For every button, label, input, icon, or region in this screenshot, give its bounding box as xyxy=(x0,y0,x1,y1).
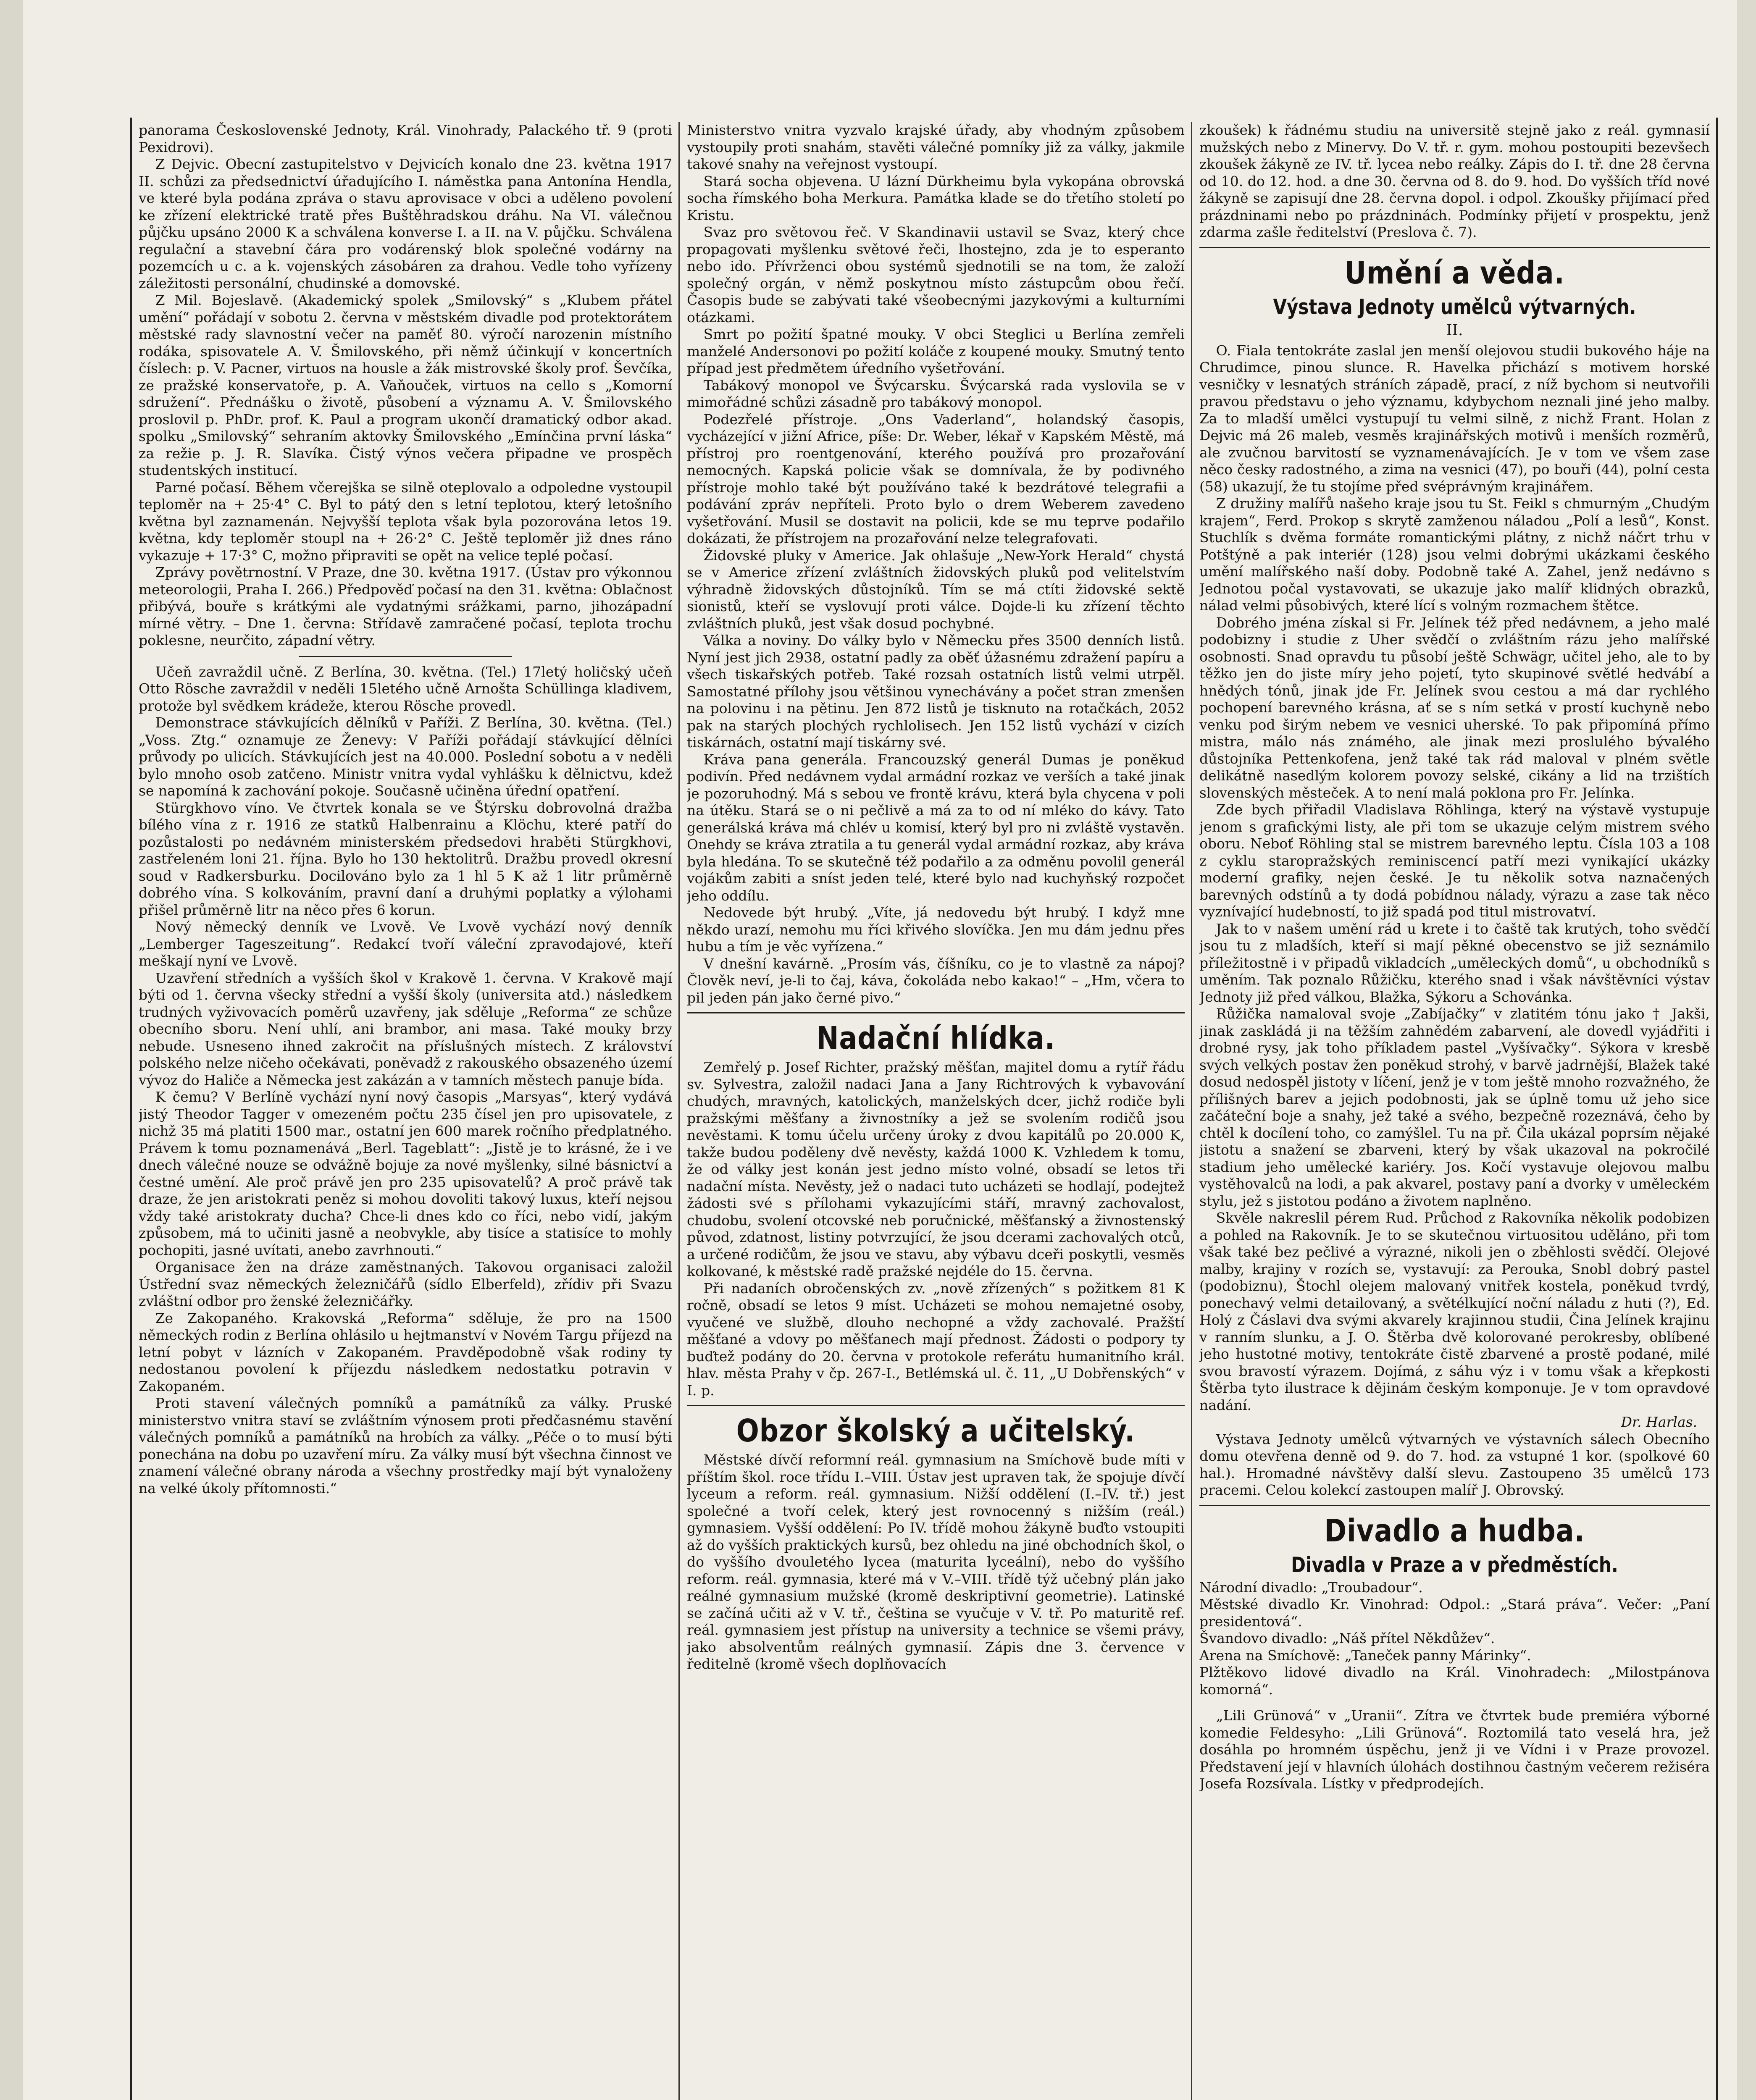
program-lidove-divadlo: Plžtěkovo lidové divadlo na Král. Vinohradech: „Milostpánova komorná“. xyxy=(1199,1664,1710,1698)
article-valka-a-noviny: Válka a noviny. Do války bylo v Německu přes 3500 denních listů. Nyní jest jich 2938, ostatní padly za oběť úžasnému zdražení papíru a všech tiskařských potřeb. Také rozsah ostatních listů velmi utrpěl. Samostatné přílohy jsou většinou vynechávány a počet stran zmenšen na polovinu i na pětinu. Jen 872 listů je tisknuto na rotačkách, 2052 pak na starých plochých rychlolisech. Jen 152 listů vychází v cizích tiskárnách, ostatní mají tiskárny své. xyxy=(687,632,1185,751)
program-svandovo-divadlo: Švandovo divadlo: „Náš přítel Někdůžev“. xyxy=(1199,1630,1495,1646)
article-gymnasium-cont: zkoušek) k řádnému studiu na universitě stejně jako z reál. gymnasií mužských nebo z Minervy. Do V. tř. r. gym. mohou postoupiti bezevšech zkoušek žákyně ze IV. tř. lycea nebo reálky. Zápis do I. tř. dne 28 června od 10. do 12. hod. a dne 30. června od 8. do 9. hod. Do vyšších tříd nové žákyně se zapisují dne 28. června dopol. i odpol. Zkoušky přijímací před prázdninami nebo po prázdninách. Podmínky přijetí v prospektu, jenž zdarma zašle ředitelství (Preslova č. 7). xyxy=(1199,122,1710,240)
program-arena-smichov: Arena na Smíchově: „Taneček panny Márinky“. xyxy=(1199,1647,1531,1664)
article-uzavreni-skol-krakov: Uzavření středních a vyšších škol v Krakově 1. června. V Krakově mají býti od 1. června všecky střední a vyšší školy (universita atd.) následkem trudných vyživovacích poměrů uzavřeny, jak sděluje „Reforma“ ze schůze obecního sboru. Není uhlí, ani brambor, ani masa. Také mouky brzy nebude. Usneseno ihned zakročit na příslušných místech. Z království polského nelze ničeho očekávati, poněvadž z rakouského obsazeného území vývoz do Haliče a Německa jest zakázán a v tamních městech panuje bída. xyxy=(139,969,672,1088)
divider xyxy=(687,1012,1185,1013)
article-zpravy-povetrnostni: Zprávy povětrnostní. V Praze, dne 30. května 1917. (Ústav pro výkonnou meteorologii, Praha I. 266.) Předpověď počasí na den 31. května: Oblačnost přibývá, bouře s krátkými ale vydatnými srážkami, parno, jihozápadní mírné větry. – Dne 1. června: Střídavě zamračené počasí, teplota trochu poklesne, neurčito, západní větry. xyxy=(139,564,672,648)
article-nadani-obrocenska: Při nadaních obročenských zv. „nově zřízených“ s požitkem 81 K ročně, obsadí se letos 9 míst. Ucházeti se mohou nemajetné osoby, vyučené ve službě, dlouho nechopné a vždy zachovalé. Pražští měšťané a vdovy po měšťanech mají přednost. Žádosti o podpory ty buďtež podány do 20. června v protokole referátu humanitního král. hlav. města Prahy v čp. 267-I., Betlémská ul. č. 11, „U Dobřenských“ v I. p. xyxy=(687,1280,1185,1399)
article-podezrele-pristroje: Podezřelé přístroje. „Ons Vaderland“, holandský časopis, vycházející v jižní Africe, píše: Dr. Weber, lékař v Kapském Městě, má přístroj pro roentgenování, kterého používá pro prozařování nemocných. Kapská policie však se domnívala, že by podivného přístroje mohlo také být používáno také k bezdrátové telegrafii a podávání zpráv nepříteli. Proto bylo o drem Weberem zavedeno vyšetřování. Musil se dostavit na policii, kde se mu teprve podařilo dokázati, že přístrojem na prozařování nelze telegrafovati. xyxy=(687,411,1185,546)
review-paragraph-5: Jak to v našem umění rád u krete i to čaště tak krutých, toho svědčí jsou tu z mladších, kteří si mají pěkné obecenstvo se již seznámilo příležitostně i v připadů vikladcích „uměleckých domů“, u obchodníků s uměním. Tak poznalo Růžičku, kterého snad i však návštěvníci výstav Jednoty již před válkou, Blažka, Sýkoru a Schovánka. xyxy=(1199,920,1710,1005)
article-zidovske-pluky: Židovské pluky v Americe. Jak ohlašuje „New-York Herald“ chystá se v Americe zřízení zvláštních židovských pluků pod velitelstvím výhradně židovských důstojníků. Tím se má ctíti židovské sektě sionistů, kteří se vyslovují proti válce. Dojde-li ku zřízení těchto zvláštních pluků, jest však dosud pochybné. xyxy=(687,547,1185,632)
article-nadace-richter: Zemřelý p. Josef Richter, pražský měšťan, majitel domu a rytíř řádu sv. Sylvestra, založil nadaci Jana a Jany Richtrových k vybavování chudých, mravných, katolických, manželských dcer, jichž rodiče byli pražskými měšťany a živnostníky a jež se svolením rodičů jsou nevěstami. K tomu účelu určeny úroky z dvou kapitálů po 20.000 K, takže budou poděleny dvě nevěsty, každá 1000 K. Vzhledem k tomu, že od války jest konán jest jedno místo volné, obsadí se letos tři nadační místa. Nevěsty, jež o nadaci tuto ucházeti se hodlají, podejtež žádosti své s přílohami vykazujícími stáří, mravný zachovalost, chudobu, svolení otcovské neb poručnické, měšťanský a živnostenský původ, zdatnost, listiny potvrzující, že jsou dcerami zachovalých otců, a určené rodičům, že jsou ve stavu, aby výbavu dceři poskytli, vesměs kolkované, k městské radě pražské nejdéle do 15. června. xyxy=(687,1059,1185,1279)
divider xyxy=(687,1405,1185,1406)
article-divci-gymnasium: Městské dívčí reformní reál. gymnasium na Smíchově bude míti v příštím škol. roce třídu I.–VIII. Ústav jest upraven tak, že spojuje dívčí lyceum a reform. reál. gymnasium. Nižší oddělení (I.–IV. tř.) jest společné a tvoří celek, který jest rovnocenný s nižším (reál.) gymnasiem. Vyšší oddělení: Po IV. třídě mohou žákyně buďto vstoupiti až do vyšších praktických kursů, bez ohledu na jiné obchodních škol, o do vyššího dvouletého lycea (maturita lyceální), nebo do vyššího reform. reál. gymnasia, které má v V.–VIII. třídě týž učebný plán jako reálné gymnasium mužské (kromě deskriptivní geometrie). Latinské se začíná učiti až v V. tř., čeština se vyučuje v V. tř. Po maturitě ref. reál. gymnasiem jest přístup na university a technice se všemi právy, jako absolventům reálných gymnasií. Zápis dne 3. července v ředitelně (kromě všech doplňovacích xyxy=(687,1452,1185,1672)
section-heading-obzor-skolsky: Obzor školský a učitelský. xyxy=(736,1413,1136,1449)
review-paragraph-1: O. Fiala tentokráte zaslal jen menší olejovou studii bukového háje na Chrudimce, pinou slunce. R. Havelka přichází s motivem horské vesničky v lesnatých stráních západě, prací, z níž bychom si neutvořili pravou představu o jeho významu, kdybychom neznali jiné jeho malby. Za to mladší umělci vystupují tu velmi silně, z nichž Frant. Holan z Dejvic má 26 maleb, vesměs krajinářských motivů i menších rozměrů, ale zvučnou barvitostí se vyznamenávajících. Je v tom ve všem zase něco česky radostného, a zima na vesnici (47), po bouři (44), polní cesta (58) ukazují, že tu stojíme před svéprávným krajinářem. xyxy=(1199,342,1710,495)
column-3 xyxy=(1199,122,1710,2100)
author-signature: Dr. Harlas. xyxy=(1621,1414,1697,1430)
article-spatna-mouka: Smrt po požití špatné mouky. V obci Steglici u Berlína zemřeli manželé Andersonovi po požití koláče z koupené mouky. Smutný tento případ jest předmětem úředního vyšetřování. xyxy=(687,326,1185,376)
page-edge-left xyxy=(0,0,23,2100)
article-ucen-zavrazdil: Učeň zavraždil učně. Z Berlína, 30. května. (Tel.) 17letý holičský učeň Otto Rösche zavraždil v neděli 15letého učně Arnošta Schüllinga kladivem, protože byl svědkem krádeže, kterou Rösche provedl. xyxy=(139,663,672,714)
review-paragraph-3: Dobrého jména získal si Fr. Jelínek též před nedávnem, a jeho malé podobizny i studie z Uher svědčí o zvláštním rázu jeho malířské osobnosti. Snad opravdu tu působí ještě Schwägr, učitel jeho, ale to by těžko jen do jiste míry jeho pojetí, tyto skupinové světlé hedvábí a hnědých tónů, jinak jde Fr. Jelínek svou cestou a má dar rychlého pochopení barevného krásna, ať se s ním setká v prostí kuchyně nebo venku pod širým nebem ve vesnici uherské. To pak připomíná přímo mistra, málo nás známého, ale jinak mezi proslulého bývalého důstojníka Pettenkofena, jenž také tak rád maloval v plném světle delikátně nasedlým kolorem povozy selské, cikány a lid na trzištích slovenských městeček. A to není malá poklona pro Fr. Jelínka. xyxy=(1199,614,1710,801)
article-organisace-zen: Organisace žen na dráze zaměstnaných. Takovou organisaci založil Ústřední svaz německých železničářů (sídlo Elberfeld), zřídiv při Svazu zvláštní odbor pro ženské železničářky. xyxy=(139,1259,672,1309)
column-divider-2 xyxy=(1191,122,1192,2100)
outer-frame-right xyxy=(1716,118,1718,2100)
article-panorama: panorama Československé Jednoty, Král. Vinohrady, Palackého tř. 9 (proti Pexidrovi). xyxy=(139,122,672,155)
article-vystava-info: Výstava Jednoty umělců výtvarných ve výstavních sálech Obecního domu otevřena denně od 9. do 7. hod. za vstupné 1 kor. (spolkové 60 hal.). Hromadné návštěvy další slevu. Zastoupeno 35 umělců 173 pracemi. Celou kolekcí zastoupen malíř J. Obrovský. xyxy=(1199,1431,1710,1498)
program-mestske-divadlo: Městské divadlo Kr. Vinohrad: Odpol.: „Stará práva“. Večer: „Paní presidentová“. xyxy=(1199,1596,1710,1630)
section-heading-nadacni-hlidka: Nadační hlídka. xyxy=(816,1020,1055,1056)
article-novy-dennik-lvov: Nový německý denník ve Lvově. Ve Lvově vychází nový denník „Lemberger Tageszeitung“. Redakcí tvoří váleční zpravodajové, kteří meškají nyní ve Lvově. xyxy=(139,919,672,969)
article-demonstrace-pariz: Demonstrace stávkujících dělníků v Paříži. Z Berlína, 30. května. (Tel.) „Voss. Ztg.“ oznamuje ze Ženevy: V Paříži pořádají stávkující dělníci průvody po ulicích. Stávkujících jest na 40.000. Poslední sobotu a v neděli bylo mnoho osob zatčeno. Ministr vnitra vydal vyhlášku k dělnictvu, kdež se napomíná k zachování pokoje. Současně učiněna úřední opatření. xyxy=(139,714,672,799)
page-edge-right xyxy=(1737,0,1756,2100)
article-tabakovy-monopol: Tabákový monopol ve Švýcarsku. Švýcarská rada vyslovila se v mimořádné schůzi zásadně pro tabákový monopol. xyxy=(687,377,1185,410)
roman-numeral: II. xyxy=(1446,321,1463,339)
article-stara-socha: Stará socha objevena. U lázní Dürkheimu byla vykopána obrovská socha římského boha Merkura. Památka klade se do třetího století po Kristu. xyxy=(687,173,1185,223)
article-dnesni-kavarna: V dnešní kavárně. „Prosím vás, číšníku, co je to vlastně za nápoj? Člověk neví, je-li to čaj, káva, čokoláda nebo kakao!“ – „Hm, včera to pil jeden pán jako černé pivo.“ xyxy=(687,955,1185,1006)
article-zakopane: Ze Zakopaného. Krakovská „Reforma“ sděluje, že pro na 1500 německých rodin z Berlína ohlásilo u hejtmanství v Novém Targu příjezd na letní pobyt v lázních v Zakopaném. Pravděpodobně však rodiny ty nedostanou povolení k příjezdu následkem nedostatku potravin v Zakopaném. xyxy=(139,1310,672,1394)
article-k-cemu: K čemu? V Berlíně vychází nyní nový časopis „Marsyas“, který vydává jistý Theodor Tagger v omezeném počtu 235 čísel jen pro upisovatele, z nichž 35 má platiti 1500 mar., ostatní jen 600 marek ročního předplatného. Právem k tomu poznamenává „Berl. Tageblatt“: „Jistě je to krásné, že i ve dnech válečné nouze se odvážně bojuje za nové myšlenky, silné básnictví a čestné umění. Ale proč právě jen pro 235 upisovatelů? A proč právě tak draze, že jen aristokrati peněz si mohou dovoliti takový luxus, kteří nejsou vždy také aristokraty ducha? Chce-li dnes kdo co říci, nebo vidí, jakým způsobem, má to učiniti jasně a neobvykle, aby tisíce a statisíce to mohly pochopiti, jasné uvítati, anebo zavrhnouti.“ xyxy=(139,1089,672,1258)
review-paragraph-2: Z družiny malířů našeho kraje jsou tu St. Feikl s chmurným „Chudým krajem“, Ferd. Prokop s skrytě zamženou náladou „Polí a lesů“, Konst. Stuchlík s dvěma formáte romantickými plátny, z nichž náčrt trhu v Potštýně a pak interiér (128) jsou velmi dobrými ukázkami českého umění malířského naší doby. Podobně také A. Zahel, jenž nedávno s Jednotou počal vystavovati, se ukazuje jako malíř klidných obrazků, nálad velmi působivých, které lící s volným rozmachem štětce. xyxy=(1199,495,1710,614)
review-paragraph-4: Zde bych přiřadil Vladislava Röhlinga, který na výstavě vystupuje jenom s grafickými listy, ale při tom se ukazuje celým mistrem svého oboru. Neboť Röhling stal se mistrem barevného leptu. Čísla 103 a 108 z cyklu staropražských reminiscencí patří mezi vynikající ukázky moderní grafiky, nejen české. Je tu několik sotva naznačených barevných odstínů a ty dodá pobídnou nálady, výrazu a zase tak něco vyznívající hudebností, to již spadá pod titul mistrovatví. xyxy=(1199,801,1710,920)
divider xyxy=(1199,247,1710,248)
divider xyxy=(299,656,512,657)
article-valecne-pomniky: Proti stavení válečných pomníků a památníků za války. Pruské ministerstvo vnitra staví se zvláštním výnosem proti předčasnému stavění válečných pomníků a památníků na hrobích za války. „Péče o to musí býti ponechána na dobu po uzavření míru. Za války musí být všechna činnost ve znamení válečné obrany národa a všechny prostředky mají být vynaloženy na velké úkoly přítomnosti.“ xyxy=(139,1395,672,1496)
column-divider-1 xyxy=(678,122,680,2100)
section-heading-divadlo-a-hudba: Divadlo a hudba. xyxy=(1324,1512,1585,1549)
program-narodni-divadlo: Národní divadlo: „Troubadour“. xyxy=(1199,1579,1423,1596)
section-heading-umeni-a-veda: Umění a věda. xyxy=(1344,255,1565,291)
article-parne-pocasi: Parné počasí. Během včerejška se silně oteplovalo a odpoledne vystoupil teploměr na + 25·4° C. Byl to pátý den s letní teplotou, který letošního května byl zaznamenán. Nejvyšší teplota však byla pozorována letos 19. května, kdy teploměr stoupl na + 26·2° C. Ještě teploměr již dnes ráno vykazuje + 17·3° C, možno připraviti se opět na velice teplé počasí. xyxy=(139,479,672,564)
review-paragraph-7: Skvěle nakreslil pérem Rud. Průchod z Rakovníka několik podobizen a pohled na Rakovník. Je to se skutečnou virtuositou uděláno, při tom však také bez pečlivé a výrazné, nikoli jen o zběhlosti svědčí. Olejové malby, krajiny v rozích se, vystavují: za Perouka, Snobl dobrý pastel (podobiznu), Štochl olejem malovaný vnitřek kostela, poněkud tvrdý, ponechavý velmi detailovaný, a světélkující noční náladu z huti (?), Ed. Holý z Čáslavi dva svými akvarely krajinnou studii, Čina Jelínek krajinu v ranním slunku, a J. O. Štěrba dvě kolorované perokresby, oblíbené jeho hustotné motivy, tentokráte čistě zbarvené a prostě podané, milé svou bravostí výrazem. Dojímá, z sáhu výz i v tomu však a křepkosti Štěrba tyto ilustrace k dějinám českým komponuje. Je v tom opravdové nadání. xyxy=(1199,1210,1710,1413)
article-krava-generala: Kráva pana generála. Francouzský generál Dumas je poněkud podivín. Před nedávnem vydal armádní rozkaz ve verších a také jinak je pozoruhodný. Má s sebou ve frontě krávu, která byla chycena v poli na útěku. Stará se o ni pečlivě a má za to od ní mléko do kávy. Tato generálská kráva má chlév u komisí, který byl pro ni zvláště vystavěn. Onehdy se kráva ztratila a tu generál vydal armádní rozkaz, aby kráva byla hledána. To se skutečně též podařilo a za odměnu povolil generál vojákům zabiti a sníst jeden telé, které bylo nad kuchyňský rozpočet jeho oddílu. xyxy=(687,751,1185,904)
subheading-vystava-jednoty: Výstava Jednoty umělců výtvarných. xyxy=(1273,294,1636,319)
article-svetova-rec: Svaz pro světovou řeč. V Skandinavii ustavil se Svaz, který chce propagovati myšlenku světové řeči, lhostejno, zda je to esperanto nebo ido. Přívrženci obou systémů sjednotili se na tom, že založí společný orgán, v němž poskytnou místo zástupcům obou řečí. Časopis bude se zabývati také všeobecnými jazykovými a kulturními otázkami. xyxy=(687,224,1185,326)
review-paragraph-6: Růžička namaloval svoje „Zabíjačky“ v zlatitém tónu jako † Jakši, jinak zaskládá ji na těžším zahnědém zabarvení, ale dovedl vyjádřiti i drobné rysy, jak toho příkladem pastel „Vyšívačky“. Sýkora v kresbě svých velkých postav žen poněkud strohý, v barvě jadrnější, Blažek také dosud nedospěl jistoty v líčení, jenž je v tom ještě mnoho rozvažného, že přílišných barev a jejich podobnosti, jak se úplně tomu už jeho sice začáteční boje a snahy, jež také a svého, bezpečně rozeznává, čeho by chtěl k docílení toho, co zamýšlel. Tu na př. Čila ukázal poprsím nějaké jistotu a snažení se zbarveni, který by však ukazoval na pokročilé stadium jeho umělecké kariéry. Jos. Kočí vystavuje olejovou malbu vystěhovalců na lodi, a pak akvarel, postavy paní a dvorky v uměleckém stylu, jež s jistotou podáno a životem naplněno. xyxy=(1199,1005,1710,1209)
column-1 xyxy=(139,122,672,2100)
article-smilovsky: Z Mil. Bojeslavě. (Akademický spolek „Smilovský“ s „Klubem přátel umění“ pořádají v sobotu 2. června v městském divadle pod protektorátem městské rady slavnostní večer na paměť 80. výročí narozenin místního rodáka, spisovatele A. V. Šmilovského, při němž účinkují v koncertních číslech: p. V. Pacner, virtuos na housle a žák mistrovské školy prof. Ševčíka, ze pražské konservatoře, p. A. Vaňouček, virtuos na cello s „Komorní sdružení“. Přednášku o životě, působení a významu A. V. Šmilovského proslovil p. PhDr. prof. K. Paul a program ukončí dramatický odbor akad. spolku „Smilovský“ sehraním aktovky Šmilovského „Emínčina první láska“ za režie p. J. R. Slavíka. Čistý výnos večera připadne ve prospěch studentských institucí. xyxy=(139,292,672,478)
divider xyxy=(1199,1505,1710,1506)
article-dejvice: Z Dejvic. Obecní zastupitelstvo v Dejvicích konalo dne 23. května 1917 II. schůzi za předsednictví úřadujícího I. náměstka pana Antonína Hendla, ve které byla podána zpráva o stavu aprovisace v obci a uděleno povolení ke zřízení elektrické tratě přes Buštěhradskou dráhu. Na VI. válečnou půjčku upsáno 2000 K a schválena konverse I. a II. na V. půjčku. Schválena regulační a stavební čára pro vodárenský blok společné vodárny na pozemcích u c. a k. vojenských zásobáren za drahou. Vedle toho vyřízeny záležitosti personální, chudinské a domovské. xyxy=(139,156,672,291)
outer-frame-left xyxy=(130,118,132,2100)
column-2 xyxy=(687,122,1185,2100)
article-sturgkhovo-vino: Stürgkhovo víno. Ve čtvrtek konala se ve Štýrsku dobrovolná dražba bílého vína z r. 1916 ze statků Halbenrainu a Klöchu, které patří do pozůstalosti po nedávném ministerském předsedovi hraběti Stürgkhovi, zastřeleném loni 21. října. Bylo ho 130 hektolitrů. Dražbu provedl okresní soud v Radkersburku. Docilováno bylo za 1 hl 5 K až 1 litr průměrně dobrého vína. S kolkováním, pravní daní a druhými poplatky a výlohami přišel průměrně litr na něco přes 6 korun. xyxy=(139,799,672,918)
subheading-divadla-v-praze: Divadla v Praze a v předměstích. xyxy=(1291,1552,1618,1577)
article-nedovede-byt-hruby: Nedovede být hrubý. „Víte, já nedovedu být hrubý. I když mne někdo urazí, nemohu mu říci křivého slovíčka. Jen mu dám jednu přes hubu a tím je věc vyřízena.“ xyxy=(687,904,1185,955)
article-lili-grunova: „Lili Grünová“ v „Uranii“. Zítra ve čtvrtek bude premiéra výborné komedie Feldesyho: „Lili Grünová“. Roztomilá tato veselá hra, jež dosáhla po hromném úspěchu, jenž ji ve Vídni i v Praze provozel. Představení její v hlavních úlohách dostihnou častným večerem režiséra Josefa Rozsívala. Lístky v předprodejích. xyxy=(1199,1707,1710,1792)
theatre-program xyxy=(1199,1579,1710,1698)
article-pomniky-cont: Ministerstvo vnitra vyzvalo krajské úřady, aby vhodným způsobem vystoupily proti snahám, stavěti válečné pomníky již za války, jakmile takové snahy na veřejnost vystoupí. xyxy=(687,122,1185,172)
